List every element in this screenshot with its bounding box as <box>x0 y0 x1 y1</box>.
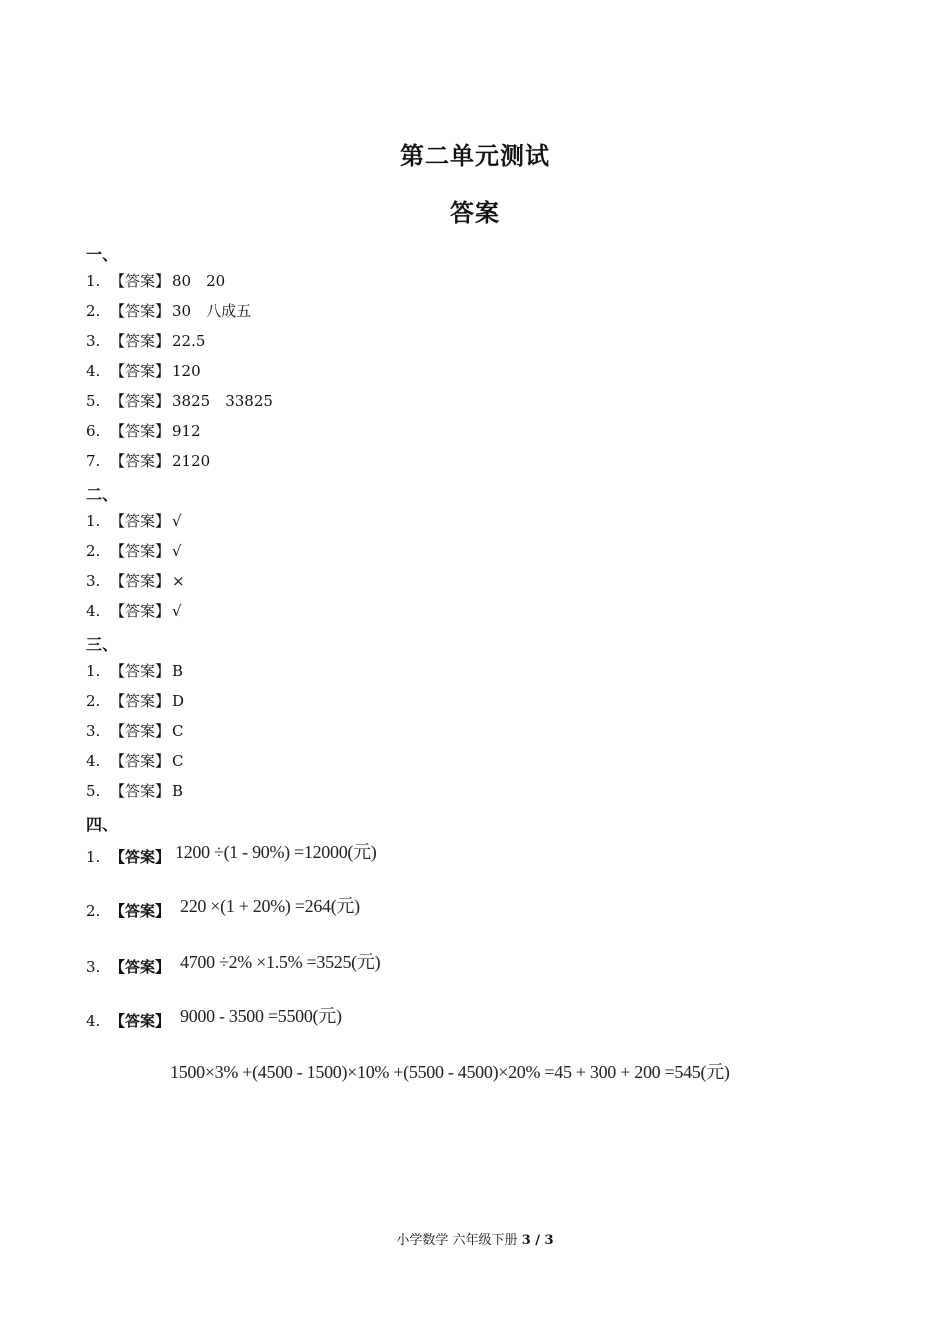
answer-tag: 【答案】 <box>110 752 171 770</box>
answer-row <box>86 781 183 801</box>
section-heading-4: 四、 <box>86 815 119 834</box>
answer-value: × <box>172 572 185 590</box>
answer-row <box>86 571 185 591</box>
answer-row <box>86 301 251 321</box>
answer-row <box>86 421 201 441</box>
page-subtitle: 答案 <box>450 199 500 227</box>
answer-row <box>86 361 201 381</box>
item-number: 1. <box>86 662 101 680</box>
answer-value: 30 八成五 <box>172 302 252 320</box>
answer-value: 2120 <box>172 452 211 470</box>
answer-tag: 【答案】 <box>110 572 171 590</box>
item-number: 1. <box>86 272 101 290</box>
answer-tag: 【答案】 <box>110 512 171 530</box>
item-number: 2. <box>86 542 101 560</box>
answer-row <box>86 391 273 411</box>
section-heading-1: 一、 <box>86 245 119 264</box>
item-number: 3. <box>86 722 101 740</box>
formula-2: 220 ×(1 + 20%) =264(元) <box>180 896 360 916</box>
answer-value: D <box>172 692 185 710</box>
answer-tag: 【答案】 <box>110 392 171 410</box>
item-number: 4. <box>86 362 101 380</box>
answer-value: 3825 33825 <box>172 392 273 410</box>
answer-tag: 【答案】 <box>110 332 171 350</box>
formula-4-continued: 1500×3% +(4500 - 1500)×10% +(5500 - 4500)×20% =45 + 300 + 200 =545(元) <box>170 1062 730 1082</box>
footer-text: 小学数学 六年级下册 <box>396 1233 522 1248</box>
answer-row <box>86 691 184 711</box>
item-number: 3. <box>86 958 101 976</box>
answer-tag: 【答案】 <box>110 782 171 800</box>
formula-4: 9000 - 3500 =5500(元) <box>180 1006 342 1026</box>
answer-tag: 【答案】 <box>110 902 171 920</box>
answer-value: C <box>172 752 184 770</box>
answer-value: 22.5 <box>172 332 206 350</box>
item-number: 4. <box>86 752 101 770</box>
answer-value: B <box>172 782 184 800</box>
answer-value: √ <box>172 602 182 620</box>
answer-tag: 【答案】 <box>110 362 171 380</box>
answer-row <box>86 271 225 291</box>
formula-3: 4700 ÷2% ×1.5% =3525(元) <box>180 952 381 972</box>
item-number: 7. <box>86 452 101 470</box>
answer-row <box>86 721 184 741</box>
answer-tag: 【答案】 <box>110 692 171 710</box>
section-heading-2: 二、 <box>86 485 119 504</box>
answer-tag: 【答案】 <box>110 422 171 440</box>
item-number: 1. <box>86 848 101 866</box>
answer-tag: 【答案】 <box>110 722 171 740</box>
answer-tag: 【答案】 <box>110 602 171 620</box>
answer-row <box>86 956 170 977</box>
item-number: 6. <box>86 422 101 440</box>
answer-row <box>86 846 170 867</box>
answer-value: √ <box>172 512 182 530</box>
item-number: 2. <box>86 902 101 920</box>
page-number: 3 / 3 <box>521 1233 554 1248</box>
section-heading-3: 三、 <box>86 635 119 654</box>
item-number: 2. <box>86 692 101 710</box>
answer-row <box>86 751 184 771</box>
answer-value: 120 <box>172 362 201 380</box>
answer-row <box>86 451 210 471</box>
answer-row <box>86 1010 170 1031</box>
answer-tag: 【答案】 <box>110 542 171 560</box>
item-number: 3. <box>86 332 101 350</box>
item-number: 4. <box>86 1012 101 1030</box>
answer-tag: 【答案】 <box>110 1012 171 1030</box>
item-number: 3. <box>86 572 101 590</box>
answer-tag: 【答案】 <box>110 958 171 976</box>
formula-1: 1200 ÷(1 - 90%) =12000(元) <box>175 842 377 862</box>
item-number: 5. <box>86 782 101 800</box>
answer-value: 80 20 <box>172 272 226 290</box>
answer-row <box>86 661 183 681</box>
page-footer <box>0 1229 950 1248</box>
answer-row <box>86 541 182 561</box>
answer-tag: 【答案】 <box>110 272 171 290</box>
item-number: 5. <box>86 392 101 410</box>
answer-value: 912 <box>172 422 201 440</box>
answer-value: B <box>172 662 184 680</box>
answer-row <box>86 511 182 531</box>
answer-row <box>86 601 182 621</box>
page-title: 第二单元测试 <box>400 142 550 170</box>
answer-value: √ <box>172 542 182 560</box>
item-number: 1. <box>86 512 101 530</box>
answer-tag: 【答案】 <box>110 452 171 470</box>
answer-tag: 【答案】 <box>110 302 171 320</box>
answer-value: C <box>172 722 184 740</box>
answer-tag: 【答案】 <box>110 662 171 680</box>
answer-row <box>86 331 205 351</box>
item-number: 4. <box>86 602 101 620</box>
item-number: 2. <box>86 302 101 320</box>
answer-row <box>86 900 170 921</box>
answer-tag: 【答案】 <box>110 848 171 866</box>
